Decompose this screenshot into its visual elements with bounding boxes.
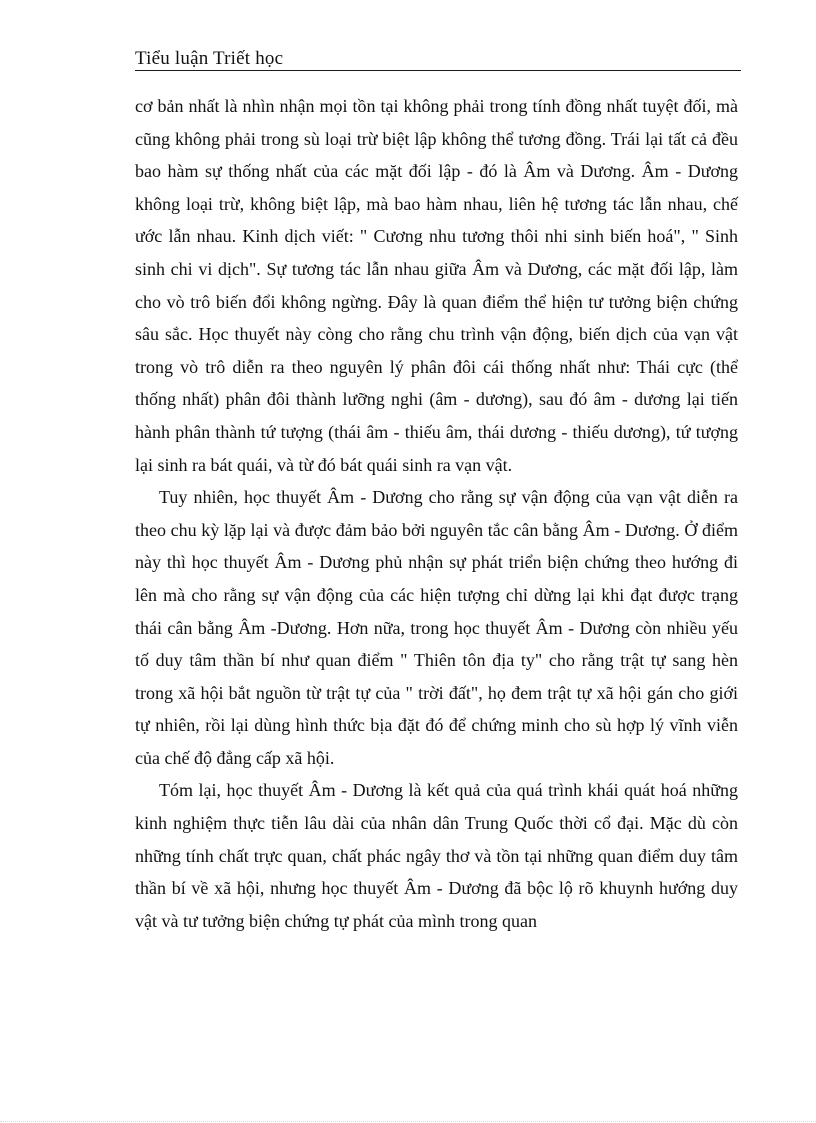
paragraph-2: Tuy nhiên, học thuyết Âm - Dương cho rằng sự vận động của vạn vật diễn ra theo chu kỳ lặp lại và được đảm bảo bởi nguyên tắc cân bằng Âm - Dương. Ở điểm này thì học thuyết Âm - Dương phủ nhận sự phát triển biện chứng theo hướng đi lên mà cho rằng sự vận động của các hiện tượng chỉ dừng lại khi đạt được trạng thái cân bằng Âm -Dương. Hơn nữa, trong học thuyết Âm - Dương còn nhiều yếu tố duy tâm thần bí như quan điểm " Thiên tôn địa ty" cho rằng trật tự sang hèn trong xã hội bắt nguồn từ trật tự của " trời đất", họ đem trật tự xã hội gán cho giới tự nhiên, rồi lại dùng hình thức bịa đặt đó để chứng minh cho sù hợp lý vĩnh viễn của chế độ đẳng cấp xã hội. [135,487,738,768]
paragraph-3: Tóm lại, học thuyết Âm - Dương là kết quả của quá trình khái quát hoá những kinh nghiệm thực tiễn lâu dài của nhân dân Trung Quốc thời cổ đại. Mặc dù còn những tính chất trực quan, chất phác ngây thơ và tồn tại những quan điểm duy tâm thần bí về xã hội, nhưng học thuyết Âm - Dương đã bộc lộ rõ khuynh hướng duy vật và tư tưởng biện chứng tự phát của mình trong quan [135,780,738,931]
page-header [135,48,741,71]
page-bottom-border [0,1121,816,1122]
paragraph-1: cơ bản nhất là nhìn nhận mọi tồn tại không phải trong tính đồng nhất tuyệt đối, mà cũng không phải trong sù loại trừ biệt lập không thể tương đồng. Trái lại tất cả đều bao hàm sự thống nhất của các mặt đối lập - đó là Âm và Dương. Âm - Dương không loại trừ, không biệt lập, mà bao hàm nhau, liên hệ tương tác lẫn nhau, chế ước lẫn nhau. Kinh dịch viết: " Cương nhu tương thôi nhi sinh biến hoá", " Sinh sinh chi vi dịch". Sự tương tác lẫn nhau giữa Âm và Dương, các mặt đối lập, làm cho vò trô biến đổi không ngừng. Đây là quan điểm thể hiện tư tưởng biện chứng sâu sắc. Học thuyết này còng cho rằng chu trình vận động, biến dịch của vạn vật trong vò trô diễn ra theo nguyên lý phân đôi cái thống nhất như: Thái cực (thể thống nhất) phân đôi thành lưỡng nghi (âm - dương), sau đó âm - dương lại tiến hành phân thành tứ tượng (thái âm - thiếu âm, thái dương - thiếu dương), tứ tượng lại sinh ra bát quái, và từ đó bát quái sinh ra vạn vật. [135,96,738,475]
page-header-title: Tiểu luận Triết học [135,48,284,69]
document-body [135,90,738,937]
